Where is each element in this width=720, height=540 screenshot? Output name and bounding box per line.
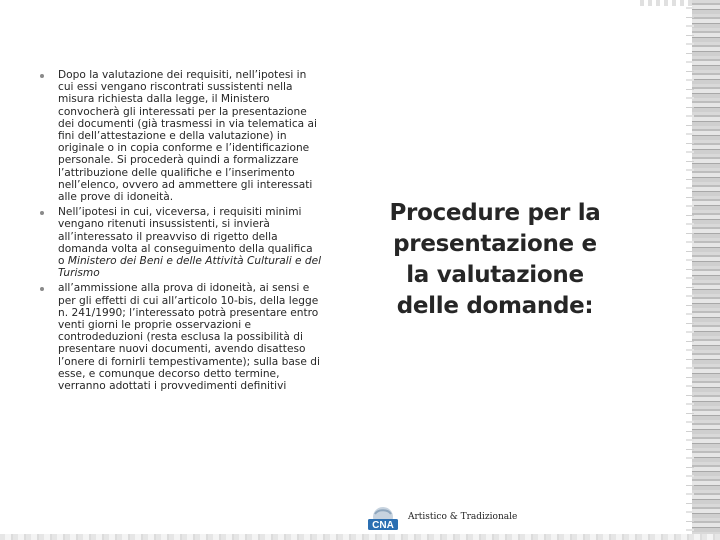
footer-text: Artistico & Tradizionale — [408, 512, 518, 522]
bullet-dot-icon — [40, 211, 44, 215]
cna-logo-icon — [366, 506, 400, 532]
bullet-dot-icon — [40, 74, 44, 78]
bullet-text: Nell’ipotesi in cui, viceversa, i requisiti minimi vengano ritenuti insussistenti, si invierà all’interessato il preavviso di rigetto della domanda volta al conseguimento della qualifica o — [58, 206, 313, 268]
bullet-text: all’ammissione alla prova di idoneità, ai sensi e per gli effetti di cui all’articolo 10-bis, della legge n. 241/1990; l’interessato potrà presentare entro venti giorni le proprie osservazioni e controdeduzioni (resta esclusa la possibilità di presentare nuovi documenti, avendo disatteso l’onere di fornirli tempestivamente); sulla base di esse, e comunque decorso detto termine, verranno adottati i provvedimenti definitivi — [58, 282, 320, 393]
bullet-list — [40, 69, 322, 395]
bullet-text: Dopo la valutazione dei requisiti, nell’ipotesi in cui essi vengano riscontrati sussistenti nella misura richiesta dalla legge, il Ministero convocherà gli interessati per la presentazione dei documenti (già trasmessi in via telematica ai fini dell’attestazione e della valutazione) in originale o in copia conforme e l’identificazione personale. Si procederà quindi a formalizzare l’attribuzione delle qualifiche e l’inserimento nell’elenco, ovvero ad ammettere gli interessati alle prove di idoneità. — [58, 69, 317, 204]
grunge-edge-bottom — [0, 534, 720, 540]
grunge-border-right — [692, 0, 720, 540]
bullet-item — [40, 69, 322, 203]
bullet-dot-icon — [40, 287, 44, 291]
bullet-item — [40, 282, 322, 392]
bullet-item — [40, 206, 322, 279]
slide-title: Procedure per la presentazione e la valutazione delle domande: — [389, 200, 601, 319]
logo-text: CNA — [372, 520, 394, 531]
bullet-text-italic: Ministero dei Beni e delle Attività Culturali e del Turismo — [58, 255, 322, 280]
